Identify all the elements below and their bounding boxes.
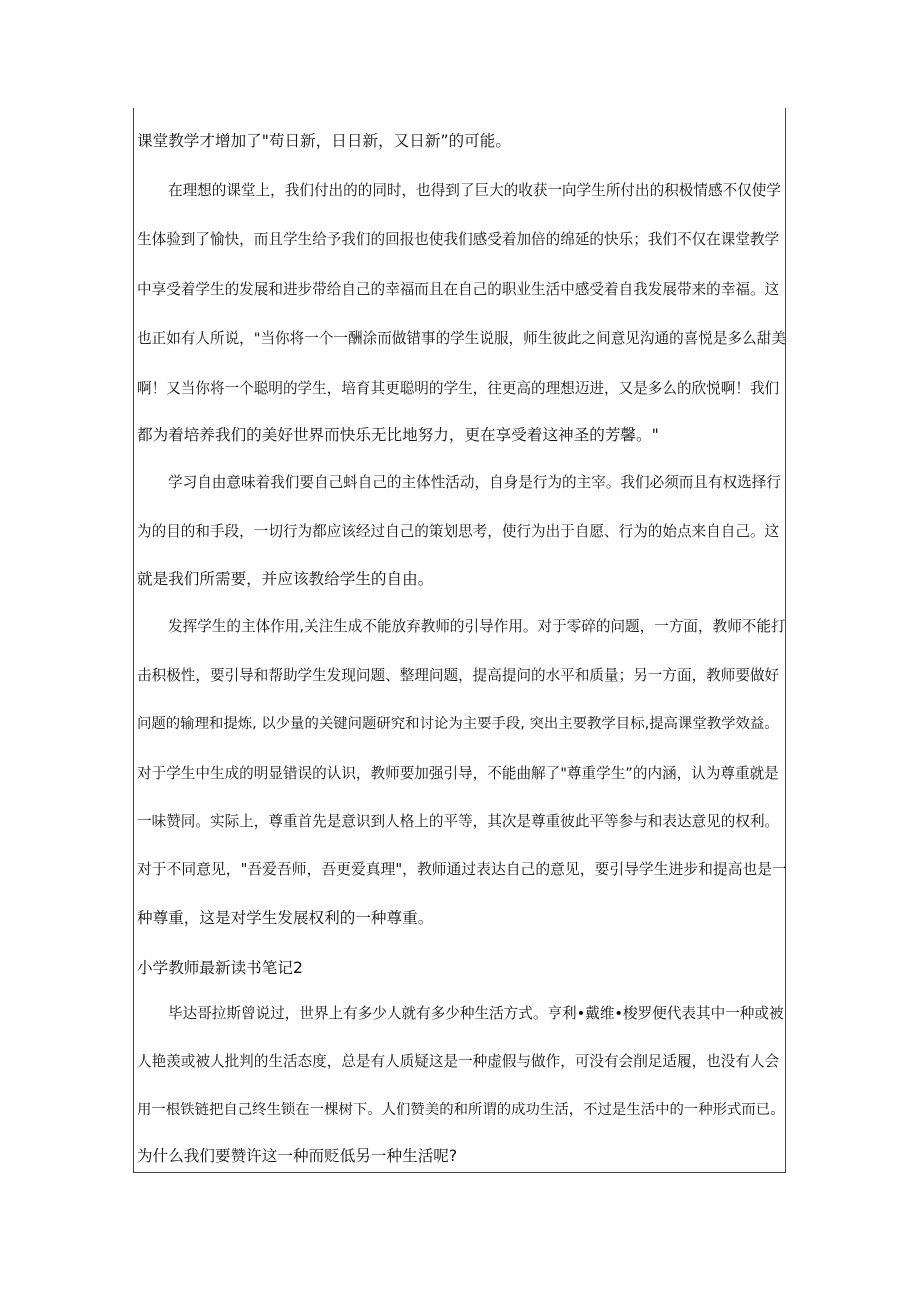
paragraph-line: 为什么我们要赞许这一种而贬低另一种生活呢? <box>137 1147 458 1165</box>
paragraph-line: 对于不同意见，"吾爱吾师，吾更爱真理"，教师通过表达自己的意见，要引导学生进步和提高也是一 <box>137 861 787 878</box>
paragraph-line: 课堂教学才增加了"苟日新，日日新，又日新”的可能。 <box>137 132 511 150</box>
paragraph-line: 击积极性，要引导和帮助学生发现问题、整理问题，提高提问的水平和质量；另一方面，教师要做好 <box>137 667 780 684</box>
paragraph-line: 生体验到了愉快，而且学生给予我们的回报也使我们感受着加倍的绵延的快乐；我们不仅在课堂教学 <box>137 231 780 248</box>
paragraph-line: 毕达哥拉斯曾说过，世界上有多少人就有多少种生活方式。亨利•戴维•梭罗便代表其中一种或被 <box>168 1005 784 1022</box>
paragraph-line: 一味赞同。实际上，尊重首先是意识到人格上的平等，其次是尊重彼此平等参与和表达意见的权利。 <box>137 813 780 830</box>
paragraph-line: 问题的输理和提炼, 以少量的关键问题研究和讨论为主要手段, 突出主要教学目标,提高课堂教学效益。 <box>137 716 779 732</box>
paragraph-line: 学习自由意味着我们要自己蚪自己的主体性活动，自身是行为的主宰。我们必须而且有权选择行 <box>168 474 781 491</box>
paragraph-line: 中享受着学生的发展和进步带给自己的幸福而且在自己的职业生活中感受着自我发展带来的幸福。这 <box>137 281 780 298</box>
paragraph-line: 对于学生中生成的明显错误的认识，教师要加强引导，不能曲解了"尊重学生”的内涵，认为尊重就是 <box>137 765 779 782</box>
paragraph-line: 也正如有人所说，"当你将一个一酬涂而做错事的学生说服，师生彼此之间意见沟通的喜悦是多么甜美 <box>137 330 786 347</box>
paragraph-line: 就是我们所需要，并应该教给学生的自由。 <box>137 570 434 588</box>
paragraph-line: 用一根铁链把自己终生锁在一棵树下。人们赞美的和所谓的成功生活，不过是生活中的一种形式而已。 <box>137 1102 785 1118</box>
paragraph-line: 啊！又当你将一个聪明的学生，培育其更聪明的学生，往更高的理想迈进，又是多么的欣悦啊！我们 <box>137 380 780 397</box>
paragraph-line: 为的目的和手段，一切行为都应该经过自己的策划思考，使行为出于自愿、行为的始点来自自己。这 <box>137 523 780 540</box>
paragraph-line: 人艳羡或被人批判的生活态度，总是有人质疑这是一种虚假与做作，可没有会削足适履，也没有人会 <box>137 1053 780 1070</box>
paragraph-line: 种尊重，这是对学生发展权利的一种尊重。 <box>137 909 434 927</box>
paragraph-line: 发挥学生的主体作用,关注生成不能放弃教师的引导作用。对于零碎的问题，一方面，教师不能打 <box>168 618 786 635</box>
section-heading: 小学教师最新读书笔记2 <box>137 959 303 977</box>
paragraph-line: 在理想的课堂上，我们付出的的同时，也得到了巨大的收获一向学生所付出的积极情感不仅使学 <box>168 182 781 199</box>
paragraph-line: 都为着培养我们的美好世界而快乐无比地努力，更在享受着这神圣的芳馨。" <box>137 426 659 444</box>
